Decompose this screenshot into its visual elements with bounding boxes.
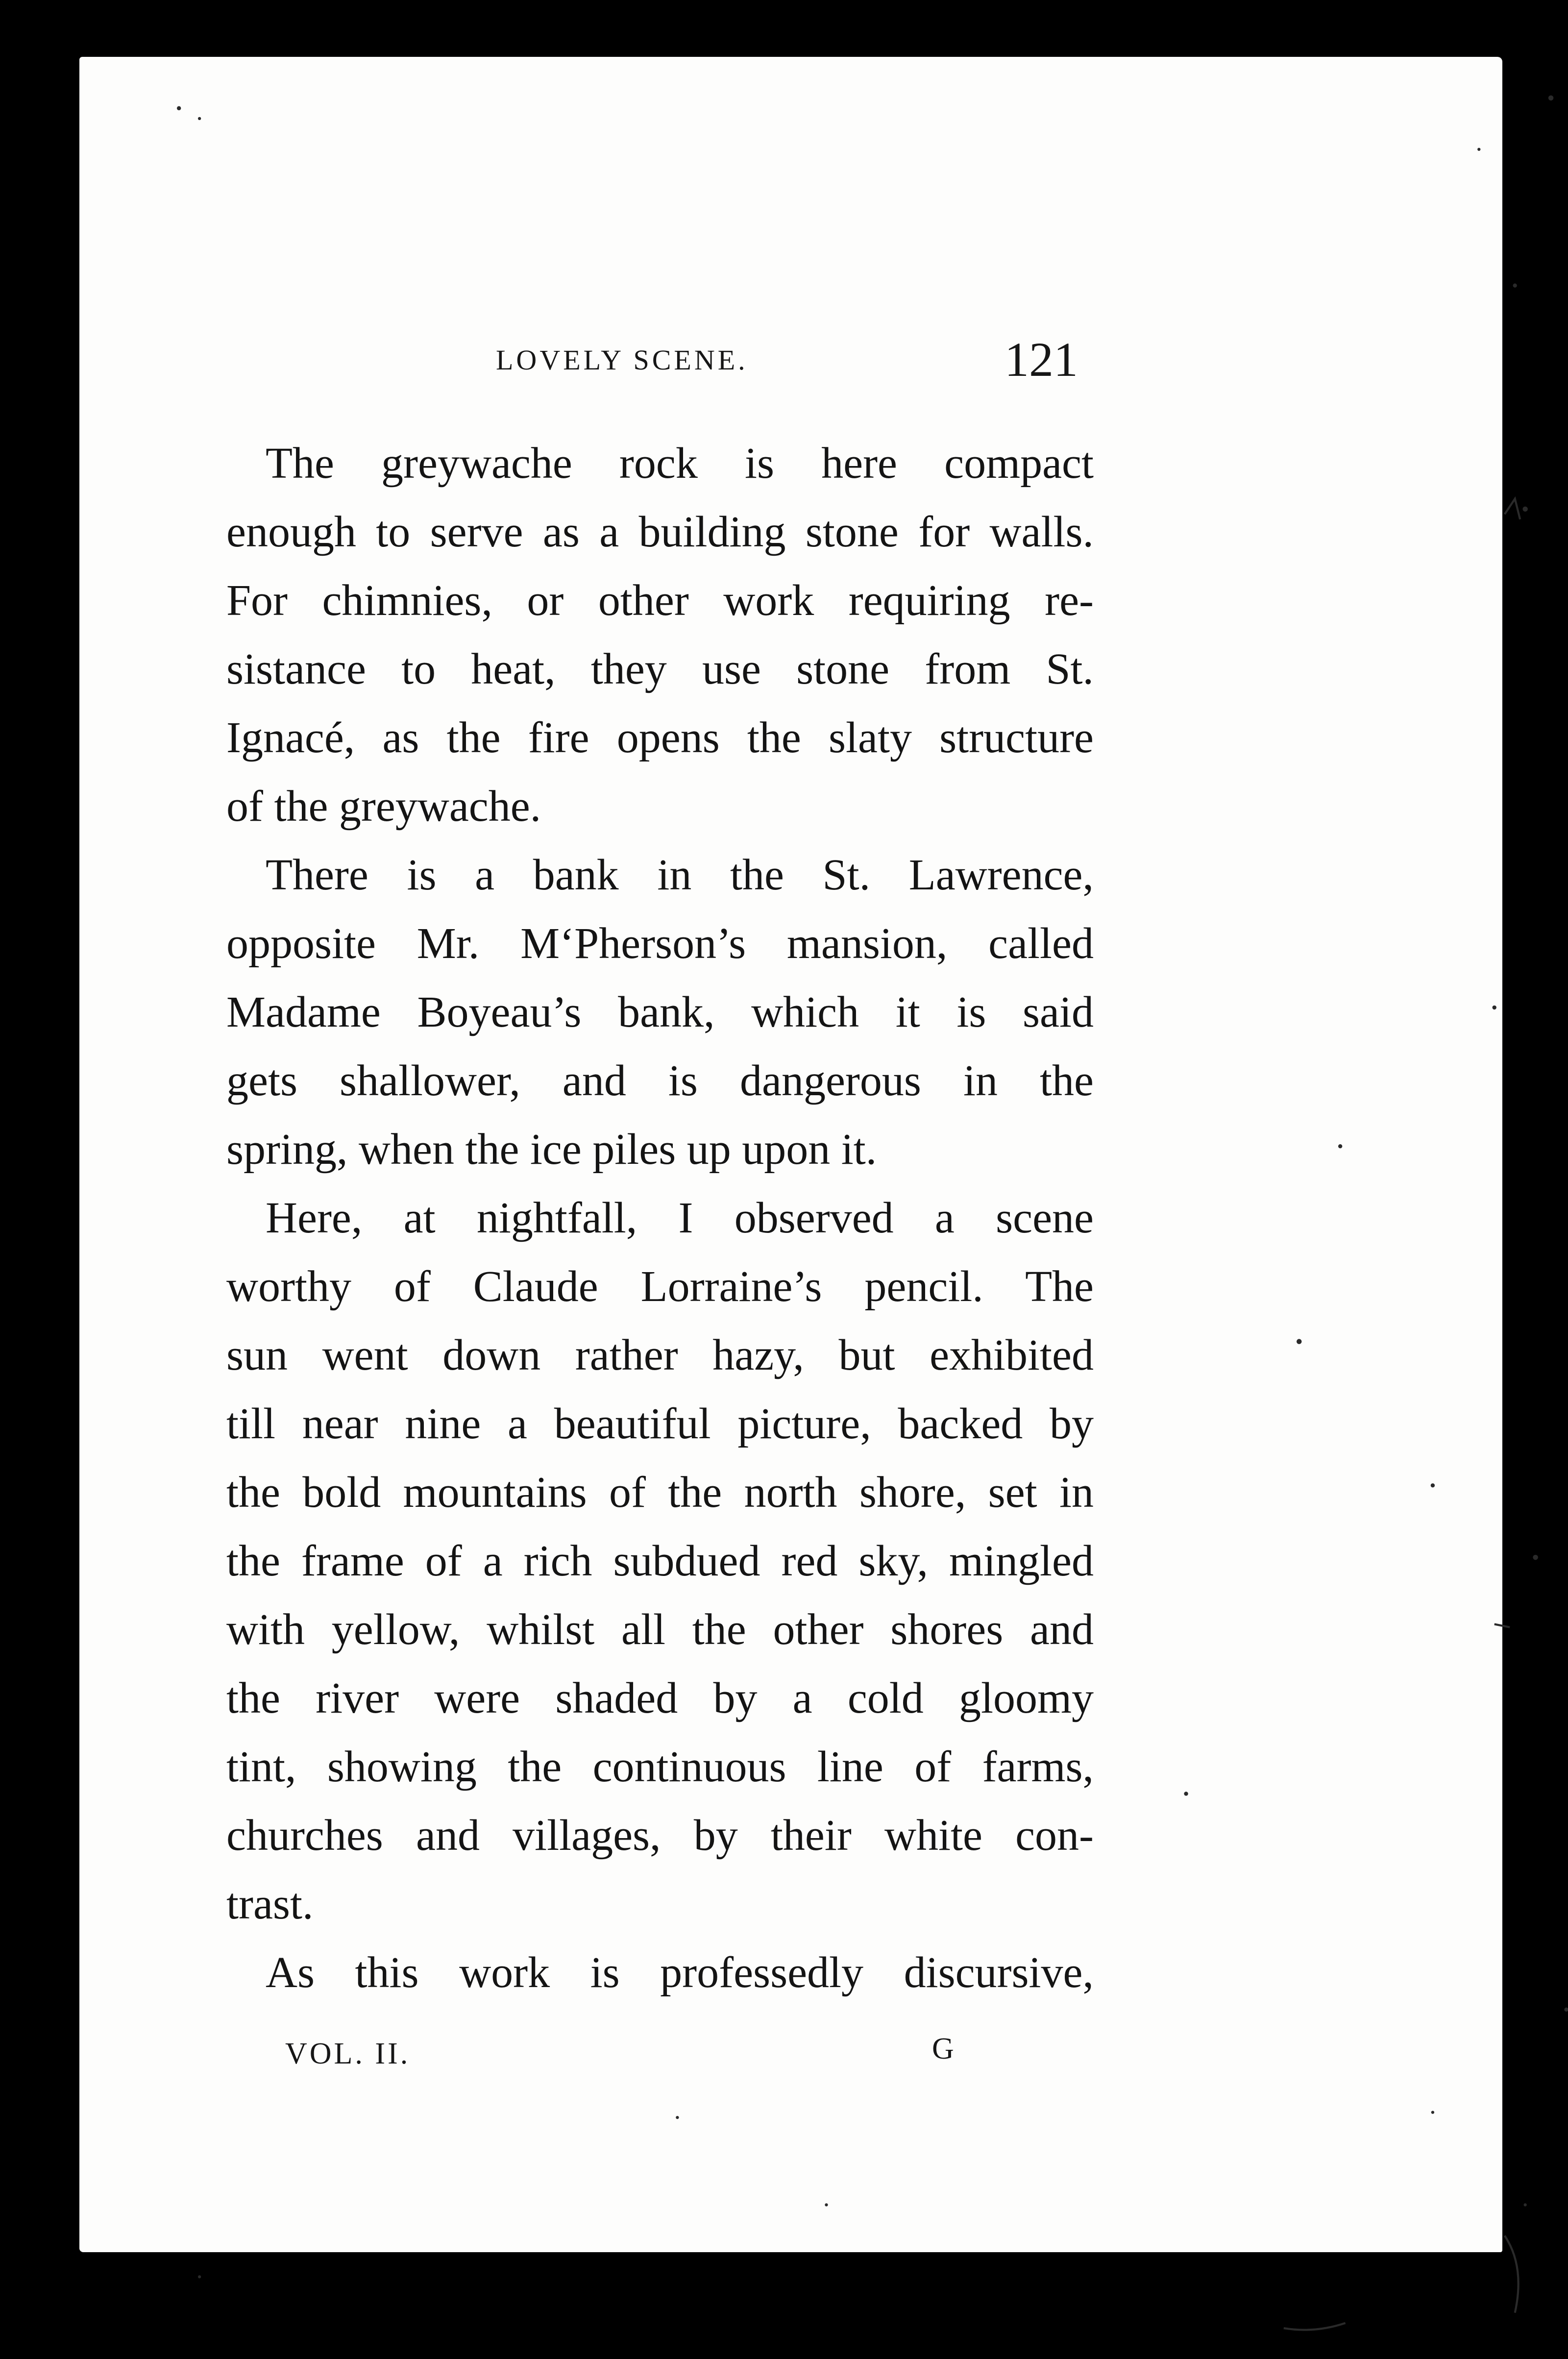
text-line: opposite Mr. M‘Pherson’s mansion, called bbox=[226, 919, 1094, 968]
text-line: For chimnies, or other work requiring re- bbox=[226, 576, 1094, 625]
text-line: Ignacé, as the fire opens the slaty structure bbox=[226, 713, 1094, 762]
book-page bbox=[79, 57, 1502, 2252]
volume-signature: VOL. II. bbox=[285, 2037, 411, 2070]
text-line: of the greywache. bbox=[226, 782, 541, 831]
text-line: the river were shaded by a cold gloomy bbox=[226, 1674, 1094, 1722]
text-line: till near nine a beautiful picture, backed by bbox=[226, 1400, 1094, 1448]
text-line: Madame Boyeau’s bank, which it is said bbox=[226, 988, 1094, 1036]
text-line: churches and villages, by their white con- bbox=[226, 1811, 1094, 1860]
signature-mark: G bbox=[932, 2032, 954, 2065]
text-line: There is a bank in the St. Lawrence, bbox=[266, 851, 1094, 899]
text-line: sistance to heat, they use stone from St. bbox=[226, 645, 1094, 693]
text-line: worthy of Claude Lorraine’s pencil. The bbox=[226, 1262, 1094, 1311]
text-line: The greywache rock is here compact bbox=[266, 439, 1094, 488]
text-line: tint, showing the continuous line of farms, bbox=[226, 1743, 1094, 1791]
text-line: the bold mountains of the north shore, set in bbox=[226, 1468, 1094, 1517]
text-line: trast. bbox=[226, 1880, 314, 1928]
body-text bbox=[226, 429, 1094, 2007]
text-line: As this work is professedly discursive, bbox=[266, 1948, 1094, 1997]
page-number: 121 bbox=[1004, 332, 1078, 387]
text-line: the frame of a rich subdued red sky, mingled bbox=[226, 1537, 1094, 1585]
text-line: spring, when the ice piles up upon it. bbox=[226, 1125, 877, 1174]
text-line: enough to serve as a building stone for walls. bbox=[226, 508, 1094, 556]
text-line: with yellow, whilst all the other shores and bbox=[226, 1605, 1094, 1654]
text-line: Here, at nightfall, I observed a scene bbox=[266, 1194, 1094, 1242]
text-line: sun went down rather hazy, but exhibited bbox=[226, 1331, 1094, 1379]
running-head: LOVELY SCENE. bbox=[496, 344, 748, 376]
text-line: gets shallower, and is dangerous in the bbox=[226, 1057, 1094, 1105]
